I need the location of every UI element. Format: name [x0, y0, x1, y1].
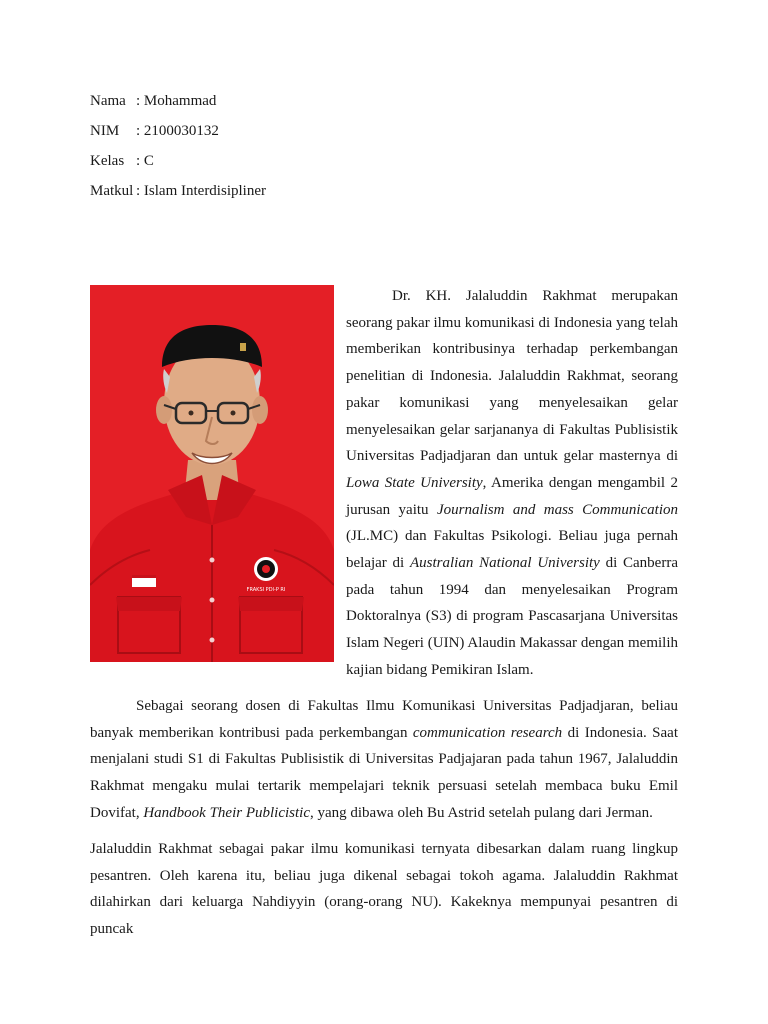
- field-nim: [90, 120, 266, 150]
- bio-paragraph-1: [346, 283, 678, 684]
- field-value: : 2100030132: [136, 123, 219, 139]
- bio-text: di Canberra pada tahun 1994 dan menyelesaikan Program Doktoralnya (S3) di program Pascasarjana Universitas Islam Negeri (UIN) Alaudin Makassar dengan memilih kajian bidang Pemikiran Islam.: [346, 555, 678, 678]
- field-value: : Mohammad: [136, 93, 217, 109]
- bio-emphasis: communication research: [412, 724, 563, 741]
- bio-paragraph-3: [90, 836, 678, 943]
- portrait-photo: [90, 285, 334, 662]
- bio-emphasis: Handbook Their Publicistic: [143, 804, 310, 821]
- field-kelas: [90, 150, 266, 180]
- bio-text: Sebagai seorang dosen di Fakultas Ilmu Komunikasi Universitas Padjadjaran, beliau banyak memberikan kontribusi pada perkembangan: [90, 698, 678, 741]
- bio-emphasis: Journalism and mass Communication: [436, 501, 678, 518]
- field-label: Matkul: [90, 183, 134, 199]
- field-label: Nama: [90, 93, 126, 109]
- bio-text: Jalaluddin Rakhmat sebagai pakar ilmu komunikasi ternyata dibesarkan dalam ruang lingkup pesantren. Oleh karena itu, beliau juga dikenal sebagai tokoh agama. Jalaluddin Rakhmat dilahirkan dari keluarga Nahdiyyin (orang-orang NU). Kakeknya mempunyai pesantren di puncak: [90, 841, 678, 938]
- bio-emphasis: Australian National University: [409, 555, 600, 572]
- bio-text: di Indonesia. Saat menjalani studi S1 di Fakultas Publisistik di Universitas Padjajaran pada tahun 1967, Jalaluddin Rakhmat mengaku mulai tertarik mempelajari teknik persuasi setelah membaca buku Emil Dovifat,: [90, 724, 679, 821]
- field-label: NIM: [90, 123, 120, 139]
- field-value: : C: [136, 153, 154, 169]
- bio-text: , Amerika dengan mengambil 2 jurusan yaitu: [346, 474, 679, 518]
- bio-text: , yang dibawa oleh Bu Astrid setelah pulang dari Jerman.: [309, 804, 653, 821]
- portrait-illustration: [90, 285, 334, 662]
- field-nama: [90, 90, 266, 120]
- student-info: [90, 90, 266, 210]
- field-label: Kelas: [90, 153, 125, 169]
- bio-text: (JL.MC) dan Fakultas Psikologi. Beliau juga pernah belajar di: [346, 528, 678, 572]
- field-matkul: [90, 180, 266, 210]
- bio-emphasis: Lowa State University: [346, 474, 483, 491]
- badge-text: FRAKSI PDI-P RI: [246, 587, 286, 593]
- bio-text: Dr. KH. Jalaluddin Rakhmat merupakan seorang pakar ilmu komunikasi di Indonesia yang telah memberikan kontribusinya terhadap perkembangan penelitian di Indonesia. Jalaluddin Rakhmat, seorang pakar komunikasi yang menyelesaikan gelar menyelesaikan gelar sarjananya di Fakultas Publisistik Universitas Padjadjaran dan untuk gelar masternya di: [346, 288, 678, 465]
- field-value: : Islam Interdisipliner: [136, 183, 266, 199]
- bio-paragraph-2: [90, 693, 678, 827]
